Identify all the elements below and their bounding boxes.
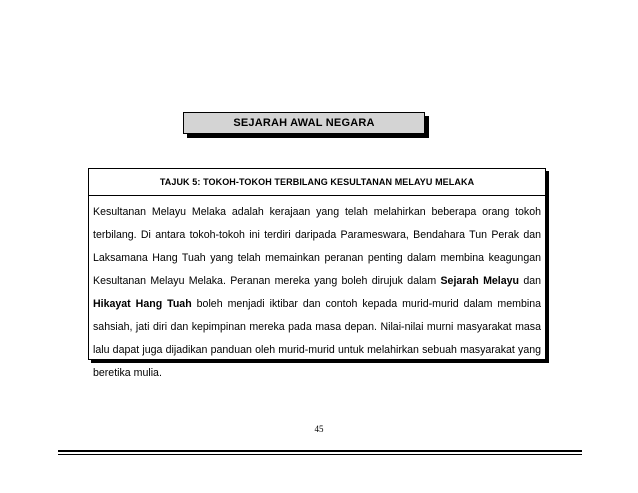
paragraph-text-1: Kesultanan Melayu Melaka adalah kerajaan yang telah melahirkan beberapa orang tokoh terbilang. Di antara tokoh-tokoh ini terdiri daripada Parameswara, Bendahara Tun Perak dan Laksamana Hang Tuah yang telah memainkan peranan penting dalam membina keagungan Kesultanan Melayu Melaka. Peranan mereka yang boleh dirujuk dalam — [93, 206, 541, 287]
topic-header — [89, 169, 545, 196]
section-title-box — [183, 112, 425, 134]
paragraph-text-3: boleh menjadi iktibar dan contoh kepada murid-murid dalam membina sahsiah, jati diri dan kepimpinan mereka pada masa depan. Nilai-nilai murni masyarakat masa lalu dapat juga dijadikan panduan oleh murid-murid untuk melahirkan sebuah masyarakat yang beretika mulia. — [93, 298, 542, 379]
paragraph-text-2: dan — [519, 275, 541, 287]
footer-rule-thin — [58, 454, 582, 455]
bold-reference-sejarah-melayu: Sejarah Melayu — [440, 275, 519, 287]
topic-header-text: TAJUK 5: TOKOH-TOKOH TERBILANG KESULTANAN MELAYU MELAKA — [159, 177, 475, 187]
topic-content-box — [88, 168, 546, 379]
page-number: 45 — [314, 424, 324, 434]
topic-paragraph — [89, 196, 545, 385]
section-title: SEJARAH AWAL NEGARA — [233, 117, 375, 129]
footer-rule-thick — [58, 450, 582, 452]
bold-reference-hikayat-hang-tuah: Hikayat Hang Tuah — [93, 298, 192, 310]
